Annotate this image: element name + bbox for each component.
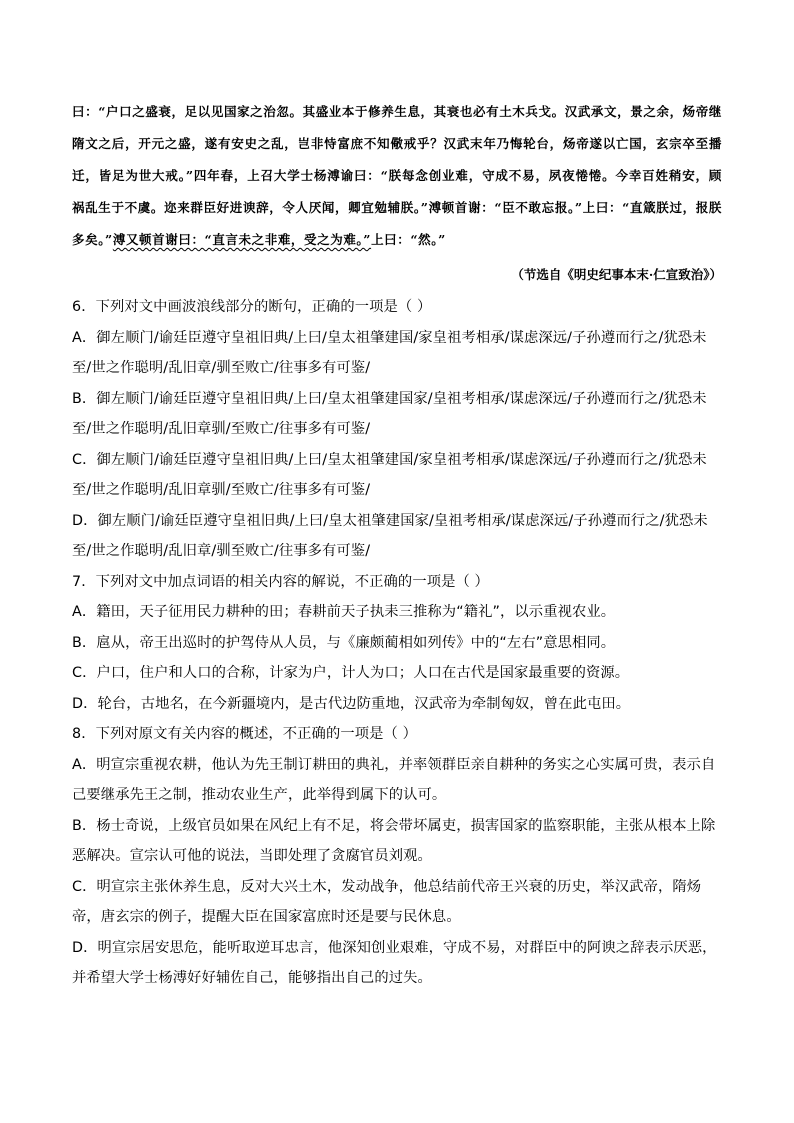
wavy-underlined-text: 溥又顿首谢曰：“直言未之非难，受之为难。” — [112, 232, 372, 247]
option-b: B．御左顺门/谕廷臣遵守皇祖旧典/上曰/皇太祖肇建国家/皇祖考相承/谋虑深远/子孙遵而行之/犹恐未至/世之作聪明/乱旧章驯/至败亡/往事多有可鉴/ — [72, 390, 707, 437]
option-b: B．杨士奇说，上级官员如果在风纪上有不足，将会带坏属吏，损害国家的监察职能，主张从根本上除恶解决。宣宗认可他的说法，当即处理了贪腐官员刘观。 — [72, 817, 716, 864]
option-a: A．籍田，天子征用民力耕种的田；春耕前天子执耒三推称为“籍礼”，以示重视农业。 — [72, 604, 616, 620]
question-8 — [72, 719, 722, 994]
question-6 — [72, 292, 722, 567]
question-stem: 6．下列对文中画波浪线部分的断句，正确的一项是（ ） — [72, 299, 432, 315]
question-7 — [72, 567, 722, 720]
option-d: D．轮台，古地名，在今新疆境内，是古代边防重地，汉武帝为牵制匈奴，曾在此屯田。 — [72, 695, 631, 712]
option-c: C．明宣宗主张休养生息，反对大兴土木，发动战争，他总结前代帝王兴衰的历史，举汉武帝，隋炀帝，唐玄宗的例子，提醒大臣在国家富庶时还是要与民休息。 — [72, 878, 702, 925]
passage-paragraph — [72, 96, 722, 256]
document-page — [72, 96, 722, 994]
option-d: D．御左顺门/谕廷臣遵守皇祖旧典/上曰/皇太祖肇建国家/皇祖考相承/谋虑深远/子孙遵而行之/犹恐未至/世之作聪明/乱旧章/驯至败亡/往事多有可鉴/ — [72, 512, 708, 559]
option-c: C．御左顺门/谕廷臣遵守皇祖旧典/上曰/皇太祖肇建国/家皇祖考相承/谋虑深远/子孙遵而行之/犹恐未至/世之作聪明/乱旧章驯/至败亡/往事多有可鉴/ — [72, 451, 707, 498]
option-d: D．明宣宗居安思危，能听取逆耳忠言，他深知创业艰难，守成不易，对群臣中的阿谀之辞表示厌恶，并希望大学士杨溥好好辅佐自己，能够指出自己的过失。 — [72, 939, 717, 986]
option-c: C．户口，住户和人口的合称，计家为户，计人为口；人口在古代是国家最重要的资源。 — [72, 665, 630, 681]
option-a: A．御左顺门/谕廷臣遵守皇祖旧典/上曰/皇太祖肇建国/家皇祖考相承/谋虑深远/子孙遵而行之/犹恐未至/世之作聪明/乱旧章/驯至败亡/往事多有可鉴/ — [72, 329, 707, 376]
option-a: A．明宣宗重视农耕，他认为先王制订耕田的典礼，并率领群臣亲自耕种的务实之心实属可贵，表示自己要继承先王之制，推动农业生产，此举得到属下的认可。 — [72, 756, 716, 803]
question-stem: 7．下列对文中加点词语的相关内容的解说，不正确的一项是（ ） — [72, 573, 489, 590]
passage-text: 曰：“户口之盛衰，足以见国家之治忽。其盛业本于修养生息，其衰也必有土木兵戈。汉武承文，景之余，炀帝继隋文之后，开元之盛，遂有安史之乱，岂非恃富庶不知儆戒乎？汉武末年乃悔轮台，炀帝遂以亡国，玄宗卒至播迁，皆足为世大戒。”四年春，上召大学士杨溥谕曰：“朕每念创业难，守成不易，夙夜惓惓。今幸百姓稍安，顾祸乱生于不虞。迩来群臣好进谀辞，令人厌闻，卿宜勉辅朕。”溥顿首谢：“臣不敢忘报。”上曰：“直箴朕过，报朕多矣。” — [72, 104, 722, 247]
question-stem: 8．下列对原文有关内容的概述，不正确的一项是（ ） — [72, 726, 417, 742]
passage-source: （节选自《明史纪事本末·仁宣致治》） — [511, 267, 722, 282]
reading-passage — [72, 96, 722, 256]
option-b: B．扈从，帝王出巡时的护驾侍从人员，与《廉颇蔺相如列传》中的“左右”意思相同。 — [72, 634, 616, 651]
passage-text-end: 上曰：“然。” — [371, 232, 446, 247]
